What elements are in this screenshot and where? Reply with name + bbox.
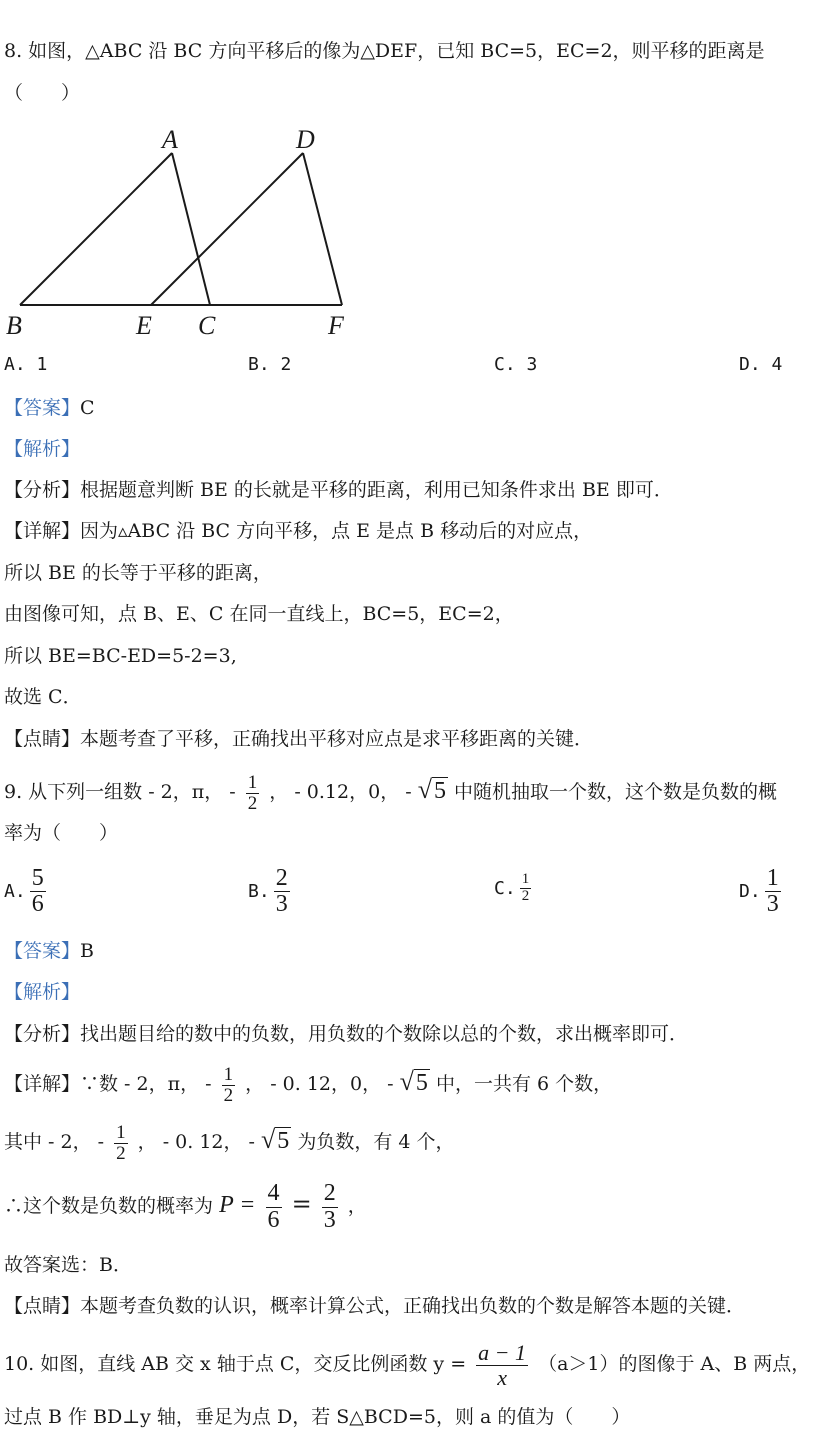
q8-xiangjie-text-1: 因为▵ABC 沿 BC 方向平移，点 E 是点 B 移动后的对应点， [80, 520, 593, 542]
q9-option-a [4, 866, 50, 917]
q8-answer-line [4, 395, 95, 421]
q9-dianjing [4, 1293, 745, 1319]
q8-xiangjie-2: 所以 BE 的长等于平移的距离， [4, 562, 272, 584]
fenxi-tag: 【分析】 [4, 479, 81, 501]
q8-xiangjie-5: 故选 C． [4, 686, 82, 708]
sqrt-sign: √ [399, 1067, 414, 1096]
fraction-numerator: 1 [116, 1121, 126, 1143]
q9-stem-line2: 率为（ ） [4, 822, 119, 844]
fraction-numerator: 1 [766, 865, 779, 891]
q9-xj1-half-fraction [222, 1065, 236, 1106]
q8-analysis-tag: 【解析】 [4, 438, 81, 460]
q9-stem-half-den: 2 [247, 792, 258, 814]
sqrt-radicand: 5 [277, 1128, 290, 1154]
q8-triangle-figure [0, 120, 380, 345]
answer-tag: 【答案】 [4, 397, 81, 419]
fraction-numerator: 5 [31, 865, 44, 891]
fraction-denominator: 3 [766, 891, 779, 918]
fraction-denominator: 3 [275, 891, 288, 918]
q8-xiangjie-3: 由图像可知，点 B、E、C 在同一直线上，BC=5，EC=2， [4, 603, 514, 625]
label-E: E [136, 311, 152, 340]
q9-option-d [739, 866, 785, 917]
label-F: F [328, 311, 344, 340]
q8-stem-line1: 8. 如图，△ABC 沿 BC 方向平移后的像为△DEF，已知 BC=5，EC=2，则平移的距离是 [4, 40, 765, 62]
q9-xj3-fraction-4-6 [266, 1181, 282, 1232]
q8-fenxi [4, 477, 673, 503]
q9-option-a-label: A. [4, 881, 26, 903]
q9-xj3-fraction-2-3 [322, 1181, 338, 1232]
q8-dianjing-text: 本题考查了平移，正确找出平移对应点是求平移距离的关键． [80, 728, 594, 750]
fraction-denominator: 6 [267, 1206, 280, 1233]
q9-option-c-label: C. [494, 877, 516, 899]
q9-option-c-fraction [520, 872, 532, 905]
q9-option-a-fraction [30, 866, 46, 917]
q9-dianjing-text: 本题考查负数的认识，概率计算公式，正确找出负数的个数是解答本题的关键． [80, 1295, 746, 1317]
q9-fenxi-text: 找出题目给的数中的负数，用负数的个数除以总的个数，求出概率即可． [80, 1023, 689, 1045]
q9-stem-part-a: 9. 从下列一组数 - 2，π， - [4, 781, 236, 803]
label-A: A [162, 125, 178, 154]
fraction-denominator: 3 [323, 1206, 336, 1233]
fraction-denominator: 2 [521, 887, 530, 904]
q9-answer-line [4, 938, 94, 964]
fenxi-tag: 【分析】 [4, 1023, 81, 1045]
q9-option-d-fraction [765, 866, 781, 917]
sqrt-sign: √ [417, 775, 432, 804]
fraction-numerator: 1 [223, 1063, 234, 1085]
fraction-denominator: 2 [116, 1142, 126, 1164]
q9-stem-half-fraction [246, 773, 260, 814]
q8-answer: C [80, 397, 95, 419]
q9-stem-line1 [4, 766, 777, 816]
q8-option-a: A. 1 [4, 354, 48, 375]
sqrt-radicand: 5 [433, 778, 446, 804]
dianjing-tag: 【点睛】 [4, 728, 81, 750]
q10-stem-part-b: （a＞1）的图像于 A、B 两点， [538, 1353, 811, 1375]
fraction-denominator: x [497, 1364, 507, 1390]
fraction-numerator: 2 [275, 865, 288, 891]
fraction-numerator: 2 [323, 1180, 336, 1207]
fraction-numerator: a − 1 [478, 1340, 527, 1366]
q9-analysis-tag: 【解析】 [4, 981, 81, 1003]
q8-option-b: B. 2 [248, 354, 292, 375]
q9-fenxi [4, 1021, 688, 1047]
q10-stem-part-a: 10. 如图，直线 AB 交 x 轴于点 C，交反比例函数 y = [4, 1353, 467, 1375]
q8-fenxi-text: 根据题意判断 BE 的长就是平移的距离，利用已知条件求出 BE 即可． [80, 479, 673, 501]
xiangjie-tag: 【详解】 [4, 520, 81, 542]
q9-xiangjie-4: 故答案选：B． [4, 1254, 132, 1276]
q9-xj3-equals: = [291, 1190, 312, 1218]
q9-stem-part-b: ， - 0.12，0， - [269, 781, 412, 803]
q10-stem-line2: 过点 B 作 BD⊥y 轴，垂足为点 D，若 S△BCD=5，则 a 的值为（ ） [4, 1406, 631, 1428]
q8-xiangjie-4: 所以 BE=BC-ED=5-2=3, [4, 645, 237, 667]
fraction-denominator: 2 [223, 1084, 234, 1106]
label-D: D [296, 125, 315, 154]
q9-xiangjie-2 [4, 1116, 455, 1166]
q9-xj3-end: ， [347, 1195, 367, 1217]
q9-option-b-fraction [274, 866, 290, 917]
q9-xj2-part-c: 为负数，有 4 个， [297, 1131, 455, 1153]
q10-stem-line1 [4, 1336, 810, 1392]
q9-xiangjie-3 [4, 1174, 367, 1236]
q9-xj1-part-c: 中，一共有 6 个数， [435, 1073, 613, 1095]
q9-stem-sqrt5 [418, 775, 448, 804]
fraction-numerator: 1 [521, 871, 530, 887]
q9-option-b-label: B. [248, 881, 270, 903]
fraction-numerator: 4 [267, 1180, 280, 1207]
q10-fraction [476, 1341, 528, 1388]
q9-xiangjie-1 [4, 1058, 612, 1108]
q9-xj2-part-b: ， - 0. 12， - [137, 1131, 255, 1153]
q9-option-c [494, 872, 535, 905]
q9-answer: B [80, 940, 94, 962]
q9-xj1-part-a: ∵数 - 2，π， - [80, 1073, 212, 1095]
q8-stem-line2: （ ） [4, 82, 81, 104]
q9-xj1-sqrt5 [400, 1067, 430, 1096]
fraction-denominator: 6 [31, 891, 44, 918]
q9-xj1-part-b: ， - 0. 12，0， - [245, 1073, 394, 1095]
q9-xj2-sqrt5 [261, 1125, 291, 1154]
q9-stem-half-num: 1 [247, 771, 258, 793]
q8-xiangjie-1 [4, 518, 592, 544]
xiangjie-tag: 【详解】 [4, 1073, 81, 1095]
q8-option-d: D. 4 [739, 354, 783, 375]
q9-xj2-half-fraction [114, 1123, 128, 1164]
q9-option-d-label: D. [739, 881, 761, 903]
q8-dianjing [4, 726, 593, 752]
q9-xj3-text: ∴这个数是负数的概率为 [4, 1195, 214, 1217]
q9-option-b [248, 866, 294, 917]
q9-stem-part-c: 中随机抽取一个数，这个数是负数的概 [454, 781, 778, 803]
q9-xj2-part-a: 其中 - 2， - [4, 1131, 105, 1153]
q9-xj3-p-symbol: P = [219, 1192, 256, 1218]
q8-option-c: C. 3 [494, 354, 538, 375]
dianjing-tag: 【点睛】 [4, 1295, 81, 1317]
answer-tag: 【答案】 [4, 940, 81, 962]
label-B: B [6, 311, 22, 340]
sqrt-sign: √ [261, 1125, 276, 1154]
label-C: C [198, 311, 216, 340]
sqrt-radicand: 5 [415, 1070, 428, 1096]
